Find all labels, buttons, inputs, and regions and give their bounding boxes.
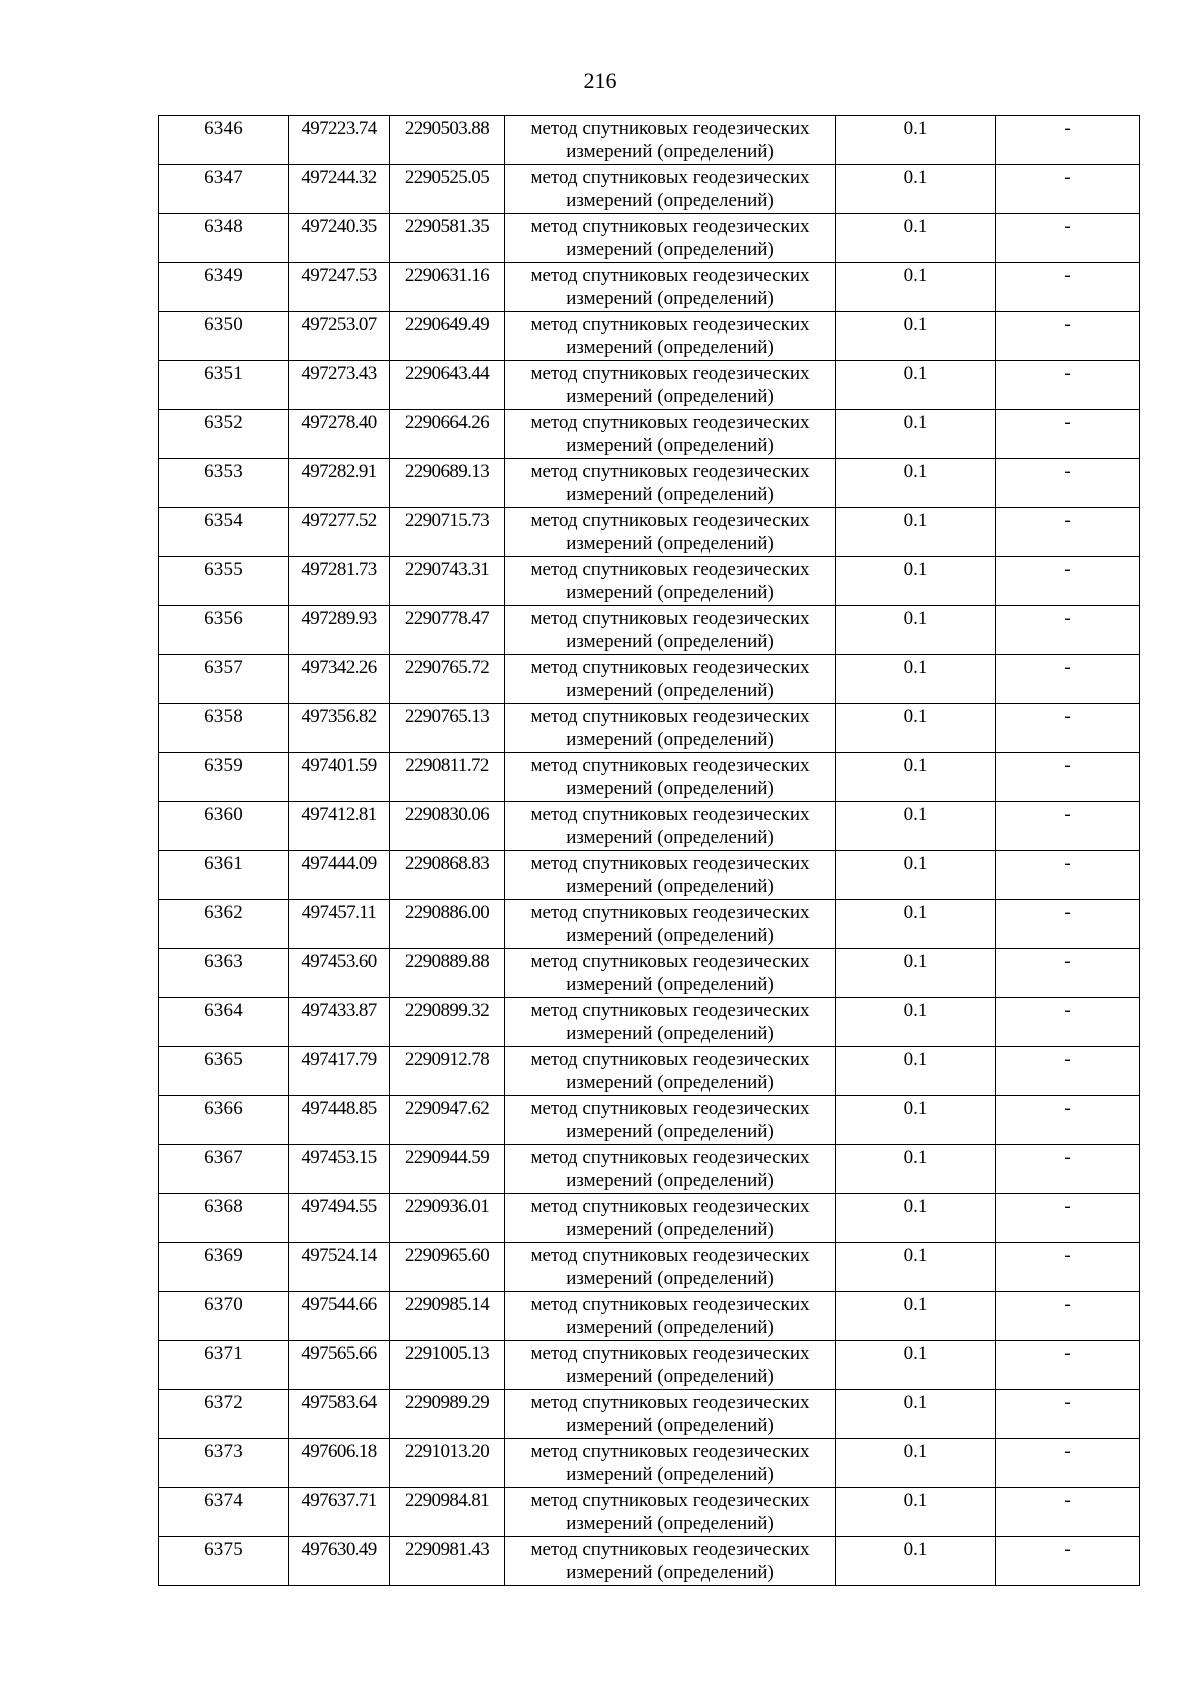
method-cell: метод спутниковых геодезических измерений (определений) [505, 263, 836, 312]
note-cell: - [996, 802, 1140, 851]
method-cell: метод спутниковых геодезических измерений (определений) [505, 1145, 836, 1194]
y-coordinate-cell: 2290981.43 [390, 1537, 505, 1586]
y-coordinate-cell: 2290643.44 [390, 361, 505, 410]
point-number-cell: 6371 [159, 1341, 289, 1390]
y-coordinate-cell: 2290830.06 [390, 802, 505, 851]
accuracy-cell: 0.1 [836, 1292, 996, 1341]
point-number-cell: 6354 [159, 508, 289, 557]
y-coordinate-cell: 2290984.81 [390, 1488, 505, 1537]
accuracy-cell: 0.1 [836, 704, 996, 753]
table-row [159, 704, 1140, 753]
y-coordinate-cell: 2290889.88 [390, 949, 505, 998]
point-number-cell: 6367 [159, 1145, 289, 1194]
accuracy-cell: 0.1 [836, 508, 996, 557]
y-coordinate-cell: 2290811.72 [390, 753, 505, 802]
note-cell: - [996, 753, 1140, 802]
point-number-cell: 6359 [159, 753, 289, 802]
table-row [159, 1537, 1140, 1586]
method-cell: метод спутниковых геодезических измерений (определений) [505, 655, 836, 704]
x-coordinate-cell: 497448.85 [289, 1096, 390, 1145]
note-cell: - [996, 1537, 1140, 1586]
x-coordinate-cell: 497289.93 [289, 606, 390, 655]
method-cell: метод спутниковых геодезических измерений (определений) [505, 214, 836, 263]
method-cell: метод спутниковых геодезических измерений (определений) [505, 1047, 836, 1096]
note-cell: - [996, 1390, 1140, 1439]
method-cell: метод спутниковых геодезических измерений (определений) [505, 1537, 836, 1586]
y-coordinate-cell: 2290649.49 [390, 312, 505, 361]
point-number-cell: 6346 [159, 116, 289, 165]
point-number-cell: 6357 [159, 655, 289, 704]
point-number-cell: 6358 [159, 704, 289, 753]
table-row [159, 1439, 1140, 1488]
x-coordinate-cell: 497281.73 [289, 557, 390, 606]
accuracy-cell: 0.1 [836, 116, 996, 165]
accuracy-cell: 0.1 [836, 312, 996, 361]
y-coordinate-cell: 2290936.01 [390, 1194, 505, 1243]
y-coordinate-cell: 2290868.83 [390, 851, 505, 900]
note-cell: - [996, 1047, 1140, 1096]
note-cell: - [996, 1292, 1140, 1341]
point-number-cell: 6356 [159, 606, 289, 655]
table-row [159, 1047, 1140, 1096]
note-cell: - [996, 1488, 1140, 1537]
x-coordinate-cell: 497412.81 [289, 802, 390, 851]
method-cell: метод спутниковых геодезических измерений (определений) [505, 900, 836, 949]
note-cell: - [996, 263, 1140, 312]
page-number: 216 [583, 68, 617, 93]
table-row [159, 802, 1140, 851]
point-number-cell: 6368 [159, 1194, 289, 1243]
accuracy-cell: 0.1 [836, 459, 996, 508]
y-coordinate-cell: 2290581.35 [390, 214, 505, 263]
method-cell: метод спутниковых геодезических измерений (определений) [505, 851, 836, 900]
x-coordinate-cell: 497637.71 [289, 1488, 390, 1537]
accuracy-cell: 0.1 [836, 900, 996, 949]
x-coordinate-cell: 497494.55 [289, 1194, 390, 1243]
note-cell: - [996, 557, 1140, 606]
note-cell: - [996, 704, 1140, 753]
table-row [159, 655, 1140, 704]
point-number-cell: 6366 [159, 1096, 289, 1145]
accuracy-cell: 0.1 [836, 655, 996, 704]
table-row [159, 557, 1140, 606]
table-row [159, 165, 1140, 214]
accuracy-cell: 0.1 [836, 165, 996, 214]
accuracy-cell: 0.1 [836, 949, 996, 998]
point-number-cell: 6365 [159, 1047, 289, 1096]
method-cell: метод спутниковых геодезических измерений (определений) [505, 116, 836, 165]
note-cell: - [996, 214, 1140, 263]
x-coordinate-cell: 497544.66 [289, 1292, 390, 1341]
point-number-cell: 6362 [159, 900, 289, 949]
table-row [159, 1488, 1140, 1537]
accuracy-cell: 0.1 [836, 753, 996, 802]
point-number-cell: 6348 [159, 214, 289, 263]
table-row [159, 361, 1140, 410]
x-coordinate-cell: 497583.64 [289, 1390, 390, 1439]
table-row [159, 312, 1140, 361]
method-cell: метод спутниковых геодезических измерений (определений) [505, 508, 836, 557]
method-cell: метод спутниковых геодезических измерений (определений) [505, 998, 836, 1047]
note-cell: - [996, 508, 1140, 557]
point-number-cell: 6372 [159, 1390, 289, 1439]
point-number-cell: 6355 [159, 557, 289, 606]
x-coordinate-cell: 497453.60 [289, 949, 390, 998]
note-cell: - [996, 1439, 1140, 1488]
method-cell: метод спутниковых геодезических измерений (определений) [505, 1096, 836, 1145]
method-cell: метод спутниковых геодезических измерений (определений) [505, 1390, 836, 1439]
y-coordinate-cell: 2290743.31 [390, 557, 505, 606]
method-cell: метод спутниковых геодезических измерений (определений) [505, 1194, 836, 1243]
note-cell: - [996, 1145, 1140, 1194]
note-cell: - [996, 949, 1140, 998]
method-cell: метод спутниковых геодезических измерений (определений) [505, 459, 836, 508]
table-row [159, 263, 1140, 312]
point-number-cell: 6361 [159, 851, 289, 900]
note-cell: - [996, 1096, 1140, 1145]
table-row [159, 753, 1140, 802]
accuracy-cell: 0.1 [836, 557, 996, 606]
x-coordinate-cell: 497240.35 [289, 214, 390, 263]
note-cell: - [996, 900, 1140, 949]
accuracy-cell: 0.1 [836, 1243, 996, 1292]
note-cell: - [996, 655, 1140, 704]
point-number-cell: 6360 [159, 802, 289, 851]
method-cell: метод спутниковых геодезических измерений (определений) [505, 1488, 836, 1537]
note-cell: - [996, 116, 1140, 165]
method-cell: метод спутниковых геодезических измерений (определений) [505, 410, 836, 459]
point-number-cell: 6351 [159, 361, 289, 410]
x-coordinate-cell: 497356.82 [289, 704, 390, 753]
x-coordinate-cell: 497247.53 [289, 263, 390, 312]
y-coordinate-cell: 2291013.20 [390, 1439, 505, 1488]
table-row [159, 1145, 1140, 1194]
method-cell: метод спутниковых геодезических измерений (определений) [505, 1341, 836, 1390]
accuracy-cell: 0.1 [836, 998, 996, 1047]
x-coordinate-cell: 497401.59 [289, 753, 390, 802]
y-coordinate-cell: 2290715.73 [390, 508, 505, 557]
coordinates-table [158, 115, 1140, 1586]
method-cell: метод спутниковых геодезических измерений (определений) [505, 557, 836, 606]
coordinates-table-body [159, 116, 1140, 1586]
method-cell: метод спутниковых геодезических измерений (определений) [505, 704, 836, 753]
y-coordinate-cell: 2290989.29 [390, 1390, 505, 1439]
method-cell: метод спутниковых геодезических измерений (определений) [505, 312, 836, 361]
table-row [159, 1194, 1140, 1243]
y-coordinate-cell: 2290525.05 [390, 165, 505, 214]
accuracy-cell: 0.1 [836, 1341, 996, 1390]
y-coordinate-cell: 2290944.59 [390, 1145, 505, 1194]
x-coordinate-cell: 497565.66 [289, 1341, 390, 1390]
point-number-cell: 6349 [159, 263, 289, 312]
point-number-cell: 6353 [159, 459, 289, 508]
accuracy-cell: 0.1 [836, 1047, 996, 1096]
y-coordinate-cell: 2290985.14 [390, 1292, 505, 1341]
x-coordinate-cell: 497253.07 [289, 312, 390, 361]
y-coordinate-cell: 2290965.60 [390, 1243, 505, 1292]
y-coordinate-cell: 2290899.32 [390, 998, 505, 1047]
x-coordinate-cell: 497453.15 [289, 1145, 390, 1194]
x-coordinate-cell: 497417.79 [289, 1047, 390, 1096]
y-coordinate-cell: 2290503.88 [390, 116, 505, 165]
method-cell: метод спутниковых геодезических измерений (определений) [505, 753, 836, 802]
method-cell: метод спутниковых геодезических измерений (определений) [505, 949, 836, 998]
x-coordinate-cell: 497342.26 [289, 655, 390, 704]
table-row [159, 1390, 1140, 1439]
note-cell: - [996, 312, 1140, 361]
point-number-cell: 6373 [159, 1439, 289, 1488]
method-cell: метод спутниковых геодезических измерений (определений) [505, 1243, 836, 1292]
point-number-cell: 6370 [159, 1292, 289, 1341]
x-coordinate-cell: 497223.74 [289, 116, 390, 165]
table-row [159, 1096, 1140, 1145]
table-row [159, 410, 1140, 459]
point-number-cell: 6352 [159, 410, 289, 459]
x-coordinate-cell: 497606.18 [289, 1439, 390, 1488]
point-number-cell: 6364 [159, 998, 289, 1047]
note-cell: - [996, 1194, 1140, 1243]
accuracy-cell: 0.1 [836, 1145, 996, 1194]
table-row [159, 459, 1140, 508]
method-cell: метод спутниковых геодезических измерений (определений) [505, 606, 836, 655]
point-number-cell: 6347 [159, 165, 289, 214]
accuracy-cell: 0.1 [836, 410, 996, 459]
y-coordinate-cell: 2290631.16 [390, 263, 505, 312]
table-row [159, 1292, 1140, 1341]
method-cell: метод спутниковых геодезических измерений (определений) [505, 802, 836, 851]
x-coordinate-cell: 497244.32 [289, 165, 390, 214]
x-coordinate-cell: 497444.09 [289, 851, 390, 900]
method-cell: метод спутниковых геодезических измерений (определений) [505, 1292, 836, 1341]
x-coordinate-cell: 497457.11 [289, 900, 390, 949]
accuracy-cell: 0.1 [836, 606, 996, 655]
y-coordinate-cell: 2290778.47 [390, 606, 505, 655]
y-coordinate-cell: 2290912.78 [390, 1047, 505, 1096]
note-cell: - [996, 410, 1140, 459]
accuracy-cell: 0.1 [836, 263, 996, 312]
x-coordinate-cell: 497278.40 [289, 410, 390, 459]
note-cell: - [996, 361, 1140, 410]
table-row [159, 1341, 1140, 1390]
point-number-cell: 6375 [159, 1537, 289, 1586]
accuracy-cell: 0.1 [836, 851, 996, 900]
x-coordinate-cell: 497433.87 [289, 998, 390, 1047]
y-coordinate-cell: 2290886.00 [390, 900, 505, 949]
accuracy-cell: 0.1 [836, 802, 996, 851]
accuracy-cell: 0.1 [836, 1194, 996, 1243]
method-cell: метод спутниковых геодезических измерений (определений) [505, 165, 836, 214]
accuracy-cell: 0.1 [836, 1488, 996, 1537]
y-coordinate-cell: 2291005.13 [390, 1341, 505, 1390]
accuracy-cell: 0.1 [836, 1096, 996, 1145]
note-cell: - [996, 165, 1140, 214]
table-row [159, 606, 1140, 655]
y-coordinate-cell: 2290664.26 [390, 410, 505, 459]
table-row [159, 214, 1140, 263]
point-number-cell: 6369 [159, 1243, 289, 1292]
table-row [159, 851, 1140, 900]
accuracy-cell: 0.1 [836, 1439, 996, 1488]
table-row [159, 949, 1140, 998]
point-number-cell: 6363 [159, 949, 289, 998]
method-cell: метод спутниковых геодезических измерений (определений) [505, 361, 836, 410]
y-coordinate-cell: 2290765.72 [390, 655, 505, 704]
table-row [159, 998, 1140, 1047]
point-number-cell: 6350 [159, 312, 289, 361]
method-cell: метод спутниковых геодезических измерений (определений) [505, 1439, 836, 1488]
note-cell: - [996, 851, 1140, 900]
table-row [159, 508, 1140, 557]
note-cell: - [996, 1341, 1140, 1390]
x-coordinate-cell: 497630.49 [289, 1537, 390, 1586]
note-cell: - [996, 606, 1140, 655]
accuracy-cell: 0.1 [836, 1390, 996, 1439]
x-coordinate-cell: 497273.43 [289, 361, 390, 410]
note-cell: - [996, 1243, 1140, 1292]
accuracy-cell: 0.1 [836, 361, 996, 410]
accuracy-cell: 0.1 [836, 1537, 996, 1586]
y-coordinate-cell: 2290689.13 [390, 459, 505, 508]
y-coordinate-cell: 2290947.62 [390, 1096, 505, 1145]
point-number-cell: 6374 [159, 1488, 289, 1537]
note-cell: - [996, 998, 1140, 1047]
table-row [159, 1243, 1140, 1292]
y-coordinate-cell: 2290765.13 [390, 704, 505, 753]
table-row [159, 116, 1140, 165]
x-coordinate-cell: 497524.14 [289, 1243, 390, 1292]
note-cell: - [996, 459, 1140, 508]
x-coordinate-cell: 497282.91 [289, 459, 390, 508]
accuracy-cell: 0.1 [836, 214, 996, 263]
table-row [159, 900, 1140, 949]
x-coordinate-cell: 497277.52 [289, 508, 390, 557]
